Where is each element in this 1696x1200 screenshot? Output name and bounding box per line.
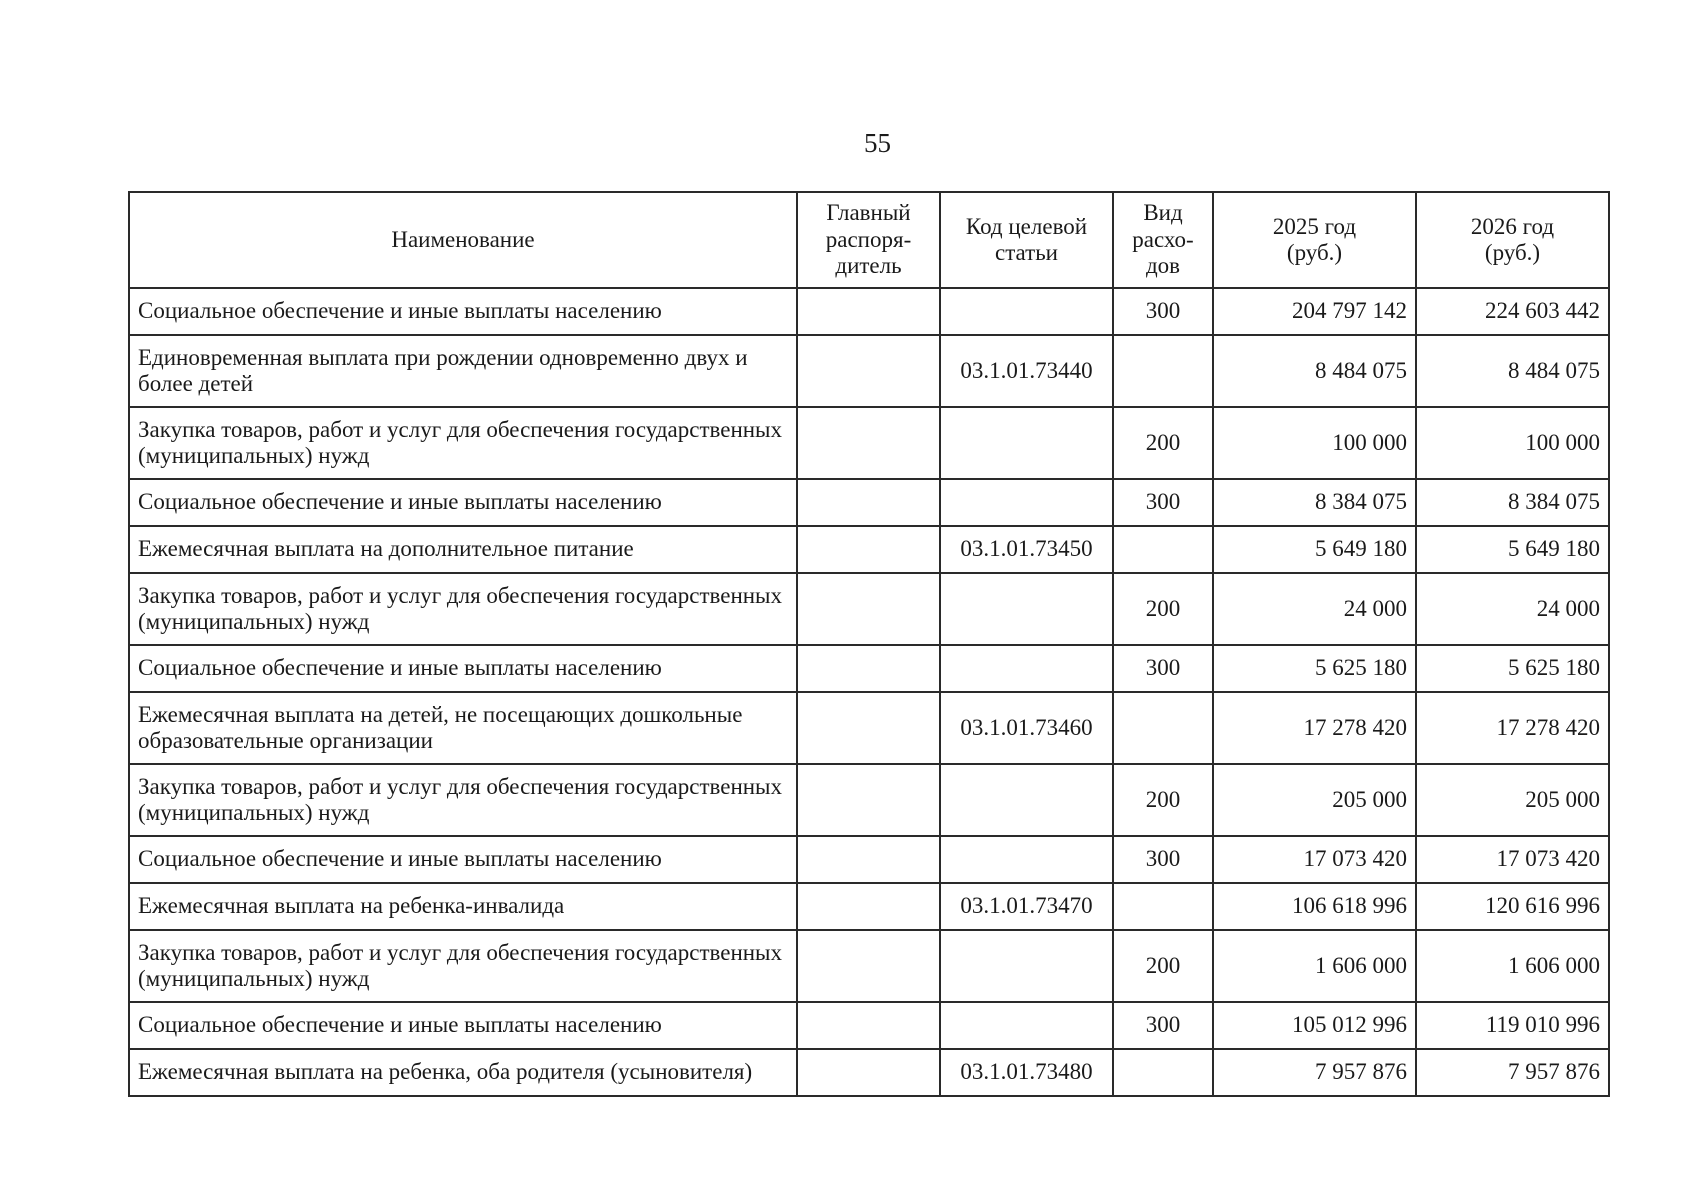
cell-code bbox=[940, 645, 1113, 692]
cell-type: 200 bbox=[1113, 407, 1213, 479]
cell-name: Социальное обеспечение и иные выплаты населению bbox=[129, 479, 797, 526]
cell-name: Ежемесячная выплата на дополнительное питание bbox=[129, 526, 797, 573]
table-row bbox=[129, 335, 1609, 407]
cell-manager bbox=[797, 1002, 940, 1049]
cell-manager bbox=[797, 836, 940, 883]
table-row bbox=[129, 288, 1609, 335]
cell-amount-2025: 24 000 bbox=[1213, 573, 1416, 645]
cell-amount-2025: 8 484 075 bbox=[1213, 335, 1416, 407]
header-code: Код целевой статьи bbox=[940, 192, 1113, 288]
header-name: Наименование bbox=[129, 192, 797, 288]
table-row bbox=[129, 645, 1609, 692]
cell-amount-2026: 8 484 075 bbox=[1416, 335, 1609, 407]
cell-code: 03.1.01.73470 bbox=[940, 883, 1113, 930]
cell-type: 200 bbox=[1113, 930, 1213, 1002]
header-year-2026: 2026 год (руб.) bbox=[1416, 192, 1609, 288]
table-row bbox=[129, 573, 1609, 645]
cell-amount-2025: 17 278 420 bbox=[1213, 692, 1416, 764]
cell-amount-2026: 1 606 000 bbox=[1416, 930, 1609, 1002]
cell-amount-2026: 205 000 bbox=[1416, 764, 1609, 836]
header-year-2025: 2025 год (руб.) bbox=[1213, 192, 1416, 288]
cell-name: Социальное обеспечение и иные выплаты населению bbox=[129, 288, 797, 335]
cell-amount-2026: 5 649 180 bbox=[1416, 526, 1609, 573]
cell-type: 300 bbox=[1113, 479, 1213, 526]
table-row bbox=[129, 930, 1609, 1002]
cell-type bbox=[1113, 692, 1213, 764]
cell-type: 300 bbox=[1113, 645, 1213, 692]
header-type: Вид расхо- дов bbox=[1113, 192, 1213, 288]
cell-code: 03.1.01.73480 bbox=[940, 1049, 1113, 1096]
cell-manager bbox=[797, 883, 940, 930]
cell-type bbox=[1113, 526, 1213, 573]
cell-code bbox=[940, 1002, 1113, 1049]
cell-name: Социальное обеспечение и иные выплаты населению bbox=[129, 645, 797, 692]
cell-type: 300 bbox=[1113, 288, 1213, 335]
cell-code: 03.1.01.73450 bbox=[940, 526, 1113, 573]
cell-amount-2026: 5 625 180 bbox=[1416, 645, 1609, 692]
cell-name: Социальное обеспечение и иные выплаты населению bbox=[129, 836, 797, 883]
page-number: 55 bbox=[864, 128, 891, 158]
table-body bbox=[129, 288, 1609, 1096]
table-row bbox=[129, 407, 1609, 479]
cell-manager bbox=[797, 335, 940, 407]
cell-manager bbox=[797, 407, 940, 479]
cell-name: Социальное обеспечение и иные выплаты населению bbox=[129, 1002, 797, 1049]
cell-type: 200 bbox=[1113, 764, 1213, 836]
cell-code bbox=[940, 288, 1113, 335]
cell-amount-2025: 8 384 075 bbox=[1213, 479, 1416, 526]
cell-manager bbox=[797, 1049, 940, 1096]
cell-type bbox=[1113, 883, 1213, 930]
cell-amount-2025: 17 073 420 bbox=[1213, 836, 1416, 883]
cell-name: Закупка товаров, работ и услуг для обеспечения государственных (муниципальных) нужд bbox=[129, 573, 797, 645]
cell-name: Единовременная выплата при рождении одновременно двух и более детей bbox=[129, 335, 797, 407]
cell-amount-2025: 7 957 876 bbox=[1213, 1049, 1416, 1096]
cell-code bbox=[940, 573, 1113, 645]
cell-amount-2026: 224 603 442 bbox=[1416, 288, 1609, 335]
table-row bbox=[129, 526, 1609, 573]
cell-amount-2025: 1 606 000 bbox=[1213, 930, 1416, 1002]
cell-name: Ежемесячная выплата на детей, не посещающих дошкольные образовательные организации bbox=[129, 692, 797, 764]
cell-type: 300 bbox=[1113, 836, 1213, 883]
cell-name: Ежемесячная выплата на ребенка, оба родителя (усыновителя) bbox=[129, 1049, 797, 1096]
cell-amount-2026: 8 384 075 bbox=[1416, 479, 1609, 526]
cell-type bbox=[1113, 335, 1213, 407]
cell-code bbox=[940, 764, 1113, 836]
cell-amount-2025: 106 618 996 bbox=[1213, 883, 1416, 930]
cell-amount-2026: 17 073 420 bbox=[1416, 836, 1609, 883]
table-row bbox=[129, 764, 1609, 836]
cell-code: 03.1.01.73440 bbox=[940, 335, 1113, 407]
cell-type bbox=[1113, 1049, 1213, 1096]
cell-manager bbox=[797, 692, 940, 764]
cell-amount-2026: 119 010 996 bbox=[1416, 1002, 1609, 1049]
cell-manager bbox=[797, 764, 940, 836]
cell-code bbox=[940, 479, 1113, 526]
table-row bbox=[129, 1002, 1609, 1049]
cell-type: 200 bbox=[1113, 573, 1213, 645]
cell-type: 300 bbox=[1113, 1002, 1213, 1049]
cell-code bbox=[940, 407, 1113, 479]
cell-code bbox=[940, 836, 1113, 883]
cell-amount-2026: 120 616 996 bbox=[1416, 883, 1609, 930]
cell-name: Закупка товаров, работ и услуг для обеспечения государственных (муниципальных) нужд bbox=[129, 764, 797, 836]
table-row bbox=[129, 692, 1609, 764]
cell-name: Закупка товаров, работ и услуг для обеспечения государственных (муниципальных) нужд bbox=[129, 930, 797, 1002]
cell-manager bbox=[797, 930, 940, 1002]
cell-amount-2025: 105 012 996 bbox=[1213, 1002, 1416, 1049]
table-row bbox=[129, 883, 1609, 930]
cell-amount-2026: 100 000 bbox=[1416, 407, 1609, 479]
cell-manager bbox=[797, 479, 940, 526]
cell-name: Ежемесячная выплата на ребенка-инвалида bbox=[129, 883, 797, 930]
cell-amount-2025: 100 000 bbox=[1213, 407, 1416, 479]
cell-name: Закупка товаров, работ и услуг для обеспечения государственных (муниципальных) нужд bbox=[129, 407, 797, 479]
table-row bbox=[129, 1049, 1609, 1096]
cell-manager bbox=[797, 526, 940, 573]
cell-amount-2025: 205 000 bbox=[1213, 764, 1416, 836]
cell-manager bbox=[797, 645, 940, 692]
header-manager: Главный распоря- дитель bbox=[797, 192, 940, 288]
cell-amount-2025: 5 625 180 bbox=[1213, 645, 1416, 692]
table-row bbox=[129, 836, 1609, 883]
cell-manager bbox=[797, 288, 940, 335]
table-header bbox=[129, 192, 1609, 288]
table-row bbox=[129, 479, 1609, 526]
budget-table bbox=[128, 191, 1610, 1097]
cell-amount-2026: 17 278 420 bbox=[1416, 692, 1609, 764]
cell-amount-2025: 5 649 180 bbox=[1213, 526, 1416, 573]
cell-amount-2026: 7 957 876 bbox=[1416, 1049, 1609, 1096]
cell-amount-2025: 204 797 142 bbox=[1213, 288, 1416, 335]
cell-amount-2026: 24 000 bbox=[1416, 573, 1609, 645]
cell-code bbox=[940, 930, 1113, 1002]
cell-manager bbox=[797, 573, 940, 645]
cell-code: 03.1.01.73460 bbox=[940, 692, 1113, 764]
